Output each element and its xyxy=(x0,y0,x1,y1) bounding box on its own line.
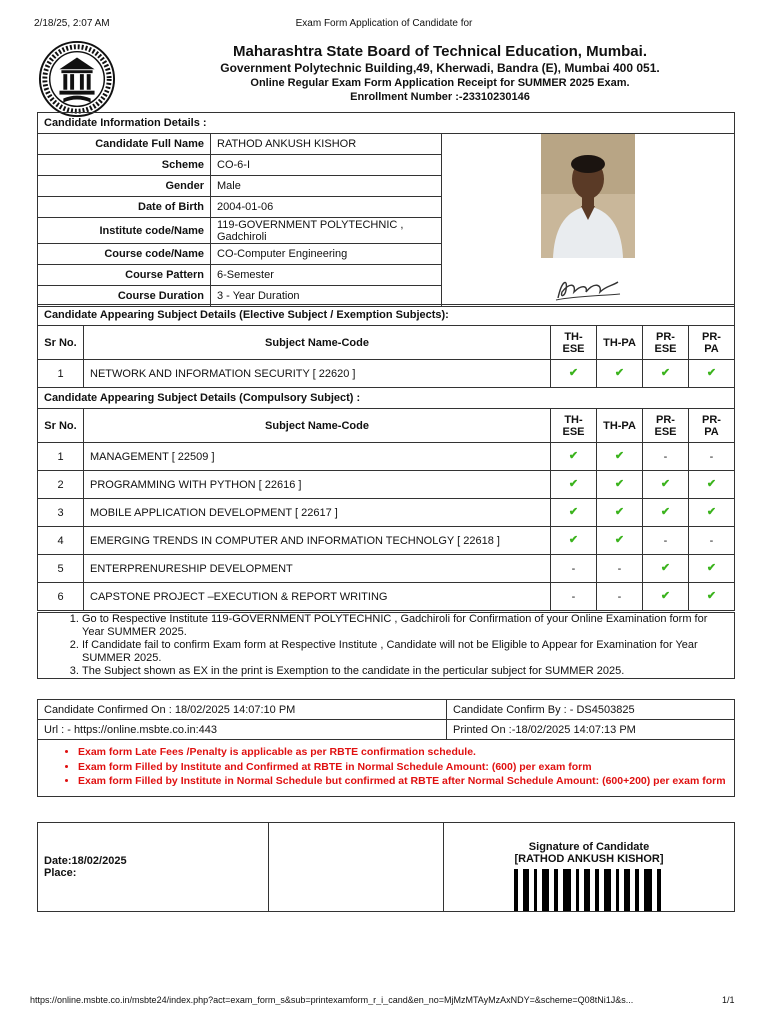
signature-name: [RATHOD ANKUSH KISHOR] xyxy=(514,853,664,865)
col-pr-ese: PR- ESE xyxy=(643,326,689,360)
subject-name: CAPSTONE PROJECT –EXECUTION & REPORT WRITING xyxy=(84,583,551,611)
field-label: Scheme xyxy=(38,155,211,176)
field-label: Candidate Full Name xyxy=(38,134,211,155)
receipt-title: Online Regular Exam Form Application Receipt for SUMMER 2025 Exam. xyxy=(250,77,630,89)
subject-sr: 6 xyxy=(38,583,84,611)
check-icon: ✔ xyxy=(551,360,597,388)
signature-title: Signature of Candidate xyxy=(528,841,650,853)
check-icon: ✔ xyxy=(551,443,597,471)
check-icon: ✔ xyxy=(597,527,643,555)
subject-sr: 2 xyxy=(38,471,84,499)
field-value: RATHOD ANKUSH KISHOR xyxy=(211,134,442,155)
subject-row xyxy=(38,360,735,388)
candidate-photo xyxy=(541,134,635,258)
dash-mark: - xyxy=(643,443,689,471)
form-date: Date:18/02/2025 xyxy=(44,855,127,867)
check-icon: ✔ xyxy=(551,499,597,527)
check-icon: ✔ xyxy=(689,360,735,388)
field-value: 6-Semester xyxy=(211,264,442,285)
field-label: Course code/Name xyxy=(38,243,211,264)
subject-name: EMERGING TRENDS IN COMPUTER AND INFORMATION TECHNOLGY [ 22618 ] xyxy=(84,527,551,555)
col-sr: Sr No. xyxy=(38,409,84,443)
subject-sr: 4 xyxy=(38,527,84,555)
field-label: Course Pattern xyxy=(38,264,211,285)
check-icon: ✔ xyxy=(597,499,643,527)
field-value: Male xyxy=(211,176,442,197)
subject-name: ENTERPRENURESHIP DEVELOPMENT xyxy=(84,555,551,583)
confirmed-by: Candidate Confirm By : - DS4503825 xyxy=(447,700,735,720)
col-th-pa: TH-PA xyxy=(597,409,643,443)
fee-note: • Exam form Filled by Institute and Confirmed at RBTE in Normal Schedule Amount: (600) per exam form xyxy=(78,761,734,774)
col-th-ese: TH- ESE xyxy=(551,409,597,443)
barcode-icon xyxy=(514,869,664,911)
candidate-signature-image xyxy=(548,272,628,306)
check-icon: ✔ xyxy=(689,471,735,499)
subject-row xyxy=(38,527,735,555)
col-pr-pa: PR-PA xyxy=(689,409,735,443)
notes-box xyxy=(37,612,735,679)
print-datetime: 2/18/25, 2:07 AM xyxy=(34,18,110,29)
check-icon: ✔ xyxy=(643,360,689,388)
candidate-section-title: Candidate Information Details : xyxy=(38,113,735,134)
col-sr: Sr No. xyxy=(38,326,84,360)
check-icon: ✔ xyxy=(689,499,735,527)
field-value: CO-Computer Engineering xyxy=(211,243,442,264)
check-icon: ✔ xyxy=(551,527,597,555)
print-url: https://online.msbte.co.in/msbte24/index.php?act=exam_form_s&sub=printexamform_r_i_cand&en_no=MjMzMTAyMzAxNDY=&scheme=Q08tNi1J&s... xyxy=(30,995,634,1005)
enrollment-number: Enrollment Number :-23310230146 xyxy=(350,91,530,103)
photo-cell xyxy=(442,134,735,307)
form-place: Place: xyxy=(44,867,77,879)
signature-table xyxy=(37,822,735,912)
confirmation-table xyxy=(37,699,735,797)
note-item: 2. If Candidate fail to confirm Exam form at Respective Institute , Candidate will not be Eligible to Appear for Examination for Year SUMMER 2025. xyxy=(82,639,728,665)
subject-row xyxy=(38,583,735,611)
subject-sr: 3 xyxy=(38,499,84,527)
blank-cell xyxy=(269,823,444,912)
subject-row xyxy=(38,443,735,471)
check-icon: ✔ xyxy=(551,471,597,499)
dash-mark: - xyxy=(643,527,689,555)
subject-sr: 1 xyxy=(38,443,84,471)
print-page-number: 1/1 xyxy=(722,995,735,1005)
dash-mark: - xyxy=(597,555,643,583)
check-icon: ✔ xyxy=(597,360,643,388)
dash-mark: - xyxy=(689,527,735,555)
subject-name: NETWORK AND INFORMATION SECURITY [ 22620 ] xyxy=(84,360,551,388)
dash-mark: - xyxy=(597,583,643,611)
subject-name: PROGRAMMING WITH PYTHON [ 22616 ] xyxy=(84,471,551,499)
field-label: Gender xyxy=(38,176,211,197)
col-th-pa: TH-PA xyxy=(597,326,643,360)
field-label: Institute code/Name xyxy=(38,218,211,243)
fee-note: • Exam form Late Fees /Penalty is applicable as per RBTE confirmation schedule. xyxy=(78,746,734,759)
printed-on: Printed On :-18/02/2025 14:07:13 PM xyxy=(447,720,735,740)
check-icon: ✔ xyxy=(689,583,735,611)
subject-name: MANAGEMENT [ 22509 ] xyxy=(84,443,551,471)
dash-mark: - xyxy=(551,555,597,583)
board-address: Government Polytechnic Building,49, Kherwadi, Bandra (E), Mumbai 400 051. xyxy=(220,61,660,75)
candidate-info-table xyxy=(37,112,735,307)
elective-section-title: Candidate Appearing Subject Details (Elective Subject / Exemption Subjects): xyxy=(38,305,735,326)
check-icon: ✔ xyxy=(643,499,689,527)
field-value: 2004-01-06 xyxy=(211,197,442,218)
col-pr-ese: PR- ESE xyxy=(643,409,689,443)
col-subject: Subject Name-Code xyxy=(84,326,551,360)
field-value: 3 - Year Duration xyxy=(211,285,442,306)
subject-sr: 1 xyxy=(38,360,84,388)
check-icon: ✔ xyxy=(689,555,735,583)
note-item: 1. Go to Respective Institute 119-GOVERNMENT POLYTECHNIC , Gadchiroli for Confirmation of your Online Examination form for Year SUMMER 2025. xyxy=(82,613,728,639)
board-name: Maharashtra State Board of Technical Education, Mumbai. xyxy=(233,43,647,60)
check-icon: ✔ xyxy=(597,471,643,499)
subject-row xyxy=(38,499,735,527)
msbte-logo-icon xyxy=(38,40,116,118)
fee-note: • Exam form Filled by Institute in Normal Schedule but confirmed at RBTE after Normal Schedule Amount: (600+200) per exam form xyxy=(78,775,734,788)
col-subject: Subject Name-Code xyxy=(84,409,551,443)
col-th-ese: TH- ESE xyxy=(551,326,597,360)
check-icon: ✔ xyxy=(597,443,643,471)
subject-sr: 5 xyxy=(38,555,84,583)
confirmed-on: Candidate Confirmed On : 18/02/2025 14:07:10 PM xyxy=(38,700,447,720)
print-page-title: Exam Form Application of Candidate for xyxy=(295,18,473,29)
field-label: Date of Birth xyxy=(38,197,211,218)
check-icon: ✔ xyxy=(643,583,689,611)
compulsory-section-title: Candidate Appearing Subject Details (Compulsory Subject) : xyxy=(38,388,735,409)
dash-mark: - xyxy=(689,443,735,471)
field-label: Course Duration xyxy=(38,285,211,306)
field-value: CO-6-I xyxy=(211,155,442,176)
subject-row xyxy=(38,555,735,583)
col-pr-pa: PR-PA xyxy=(689,326,735,360)
form-url: Url : - https://online.msbte.co.in:443 xyxy=(38,720,447,740)
subject-name: MOBILE APPLICATION DEVELOPMENT [ 22617 ] xyxy=(84,499,551,527)
field-value: 119-GOVERNMENT POLYTECHNIC , Gadchiroli xyxy=(211,218,442,243)
document-header xyxy=(120,43,760,104)
subject-row xyxy=(38,471,735,499)
check-icon: ✔ xyxy=(643,555,689,583)
subjects-table xyxy=(37,304,735,611)
check-icon: ✔ xyxy=(643,471,689,499)
note-item: 3. The Subject shown as EX in the print is Exemption to the candidate in the perticular subject for SUMMER 2025. xyxy=(82,665,728,678)
dash-mark: - xyxy=(551,583,597,611)
